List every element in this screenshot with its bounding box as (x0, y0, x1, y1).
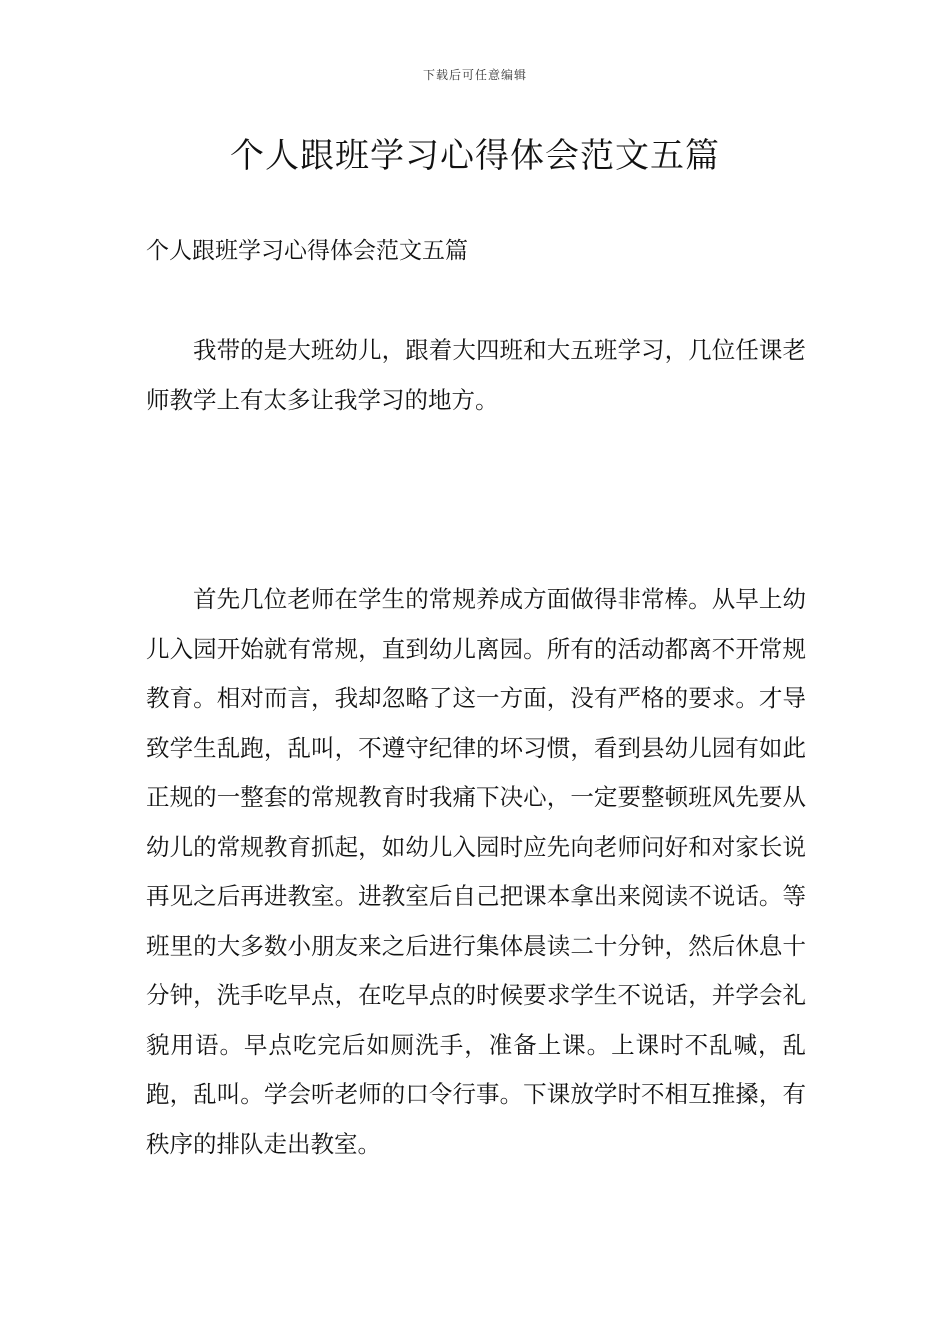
header-note: 下载后可任意编辑 (422, 68, 527, 82)
paragraph-2: 首先几位老师在学生的常规养成方面做得非常棒。从早上幼儿入园开始就有常规，直到幼儿离园。所有的活动都离不开常规教育。相对而言，我却忽略了这一方面，没有严格的要求。才导致学生乱跑，乱叫，不遵守纪律的坏习惯，看到县幼儿园有如此正规的一整套的常规教育时我痛下决心，一定要整顿班风先要从幼儿的常规教育抓起，如幼儿入园时应先向老师问好和对家长说再见之后再进教室。进教室后自己把课本拿出来阅读不说话。等班里的大多数小朋友来之后进行集体晨读二十分钟，然后休息十分钟，洗手吃早点，在吃早点的时候要求学生不说话，并学会礼貌用语。早点吃完后如厕洗手，准备上课。上课时不乱喊，乱跑，乱叫。学会听老师的口令行事。下课放学时不相互推搡，有秩序的排队走出教室。 (146, 585, 806, 1158)
document-title: 个人跟班学习心得体会范文五篇 (230, 136, 720, 176)
paragraph-1: 我带的是大班幼儿，跟着大四班和大五班学习，几位任课老师教学上有太多让我学习的地方。 (146, 336, 806, 414)
document-subtitle: 个人跟班学习心得体会范文五篇 (146, 238, 468, 264)
